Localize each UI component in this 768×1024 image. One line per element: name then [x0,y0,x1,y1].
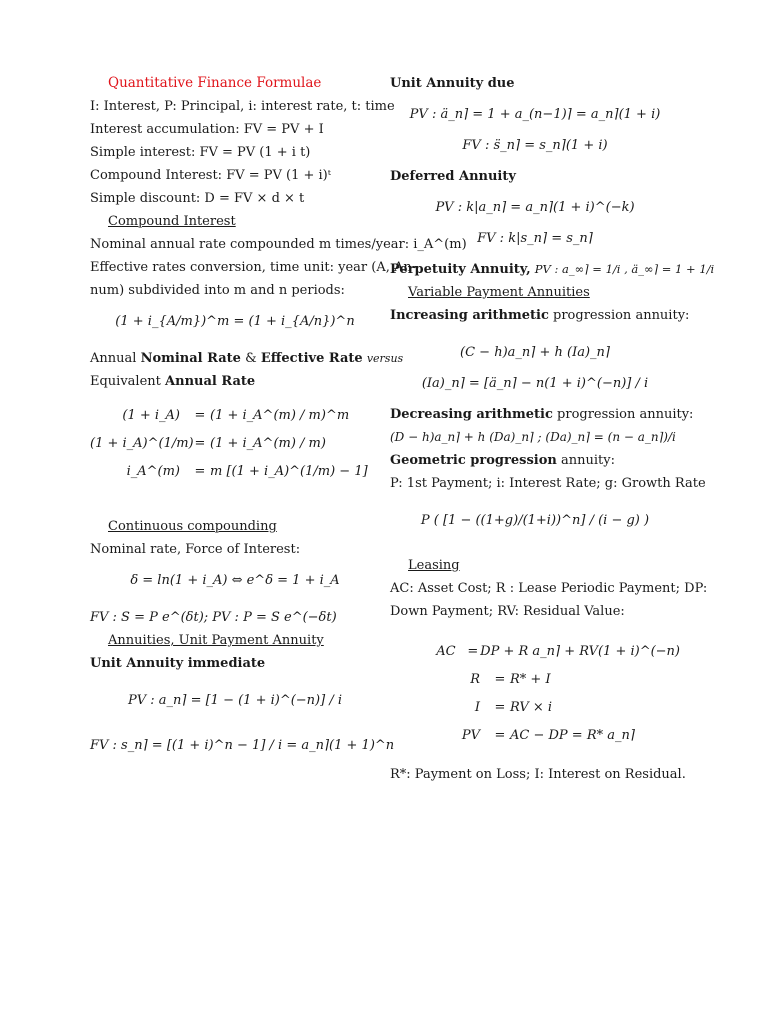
increasing-heading: Increasing arithmetic progression annuity: [390,308,690,323]
right-column [390,72,715,786]
effective-conversion-line-1: Effective rates conversion, time unit: year (A, An- [90,260,417,275]
leasing-definitions-1: AC: Asset Cost; R : Lease Periodic Payment; DP: [390,581,708,596]
nominal-rate-line: Nominal annual rate compounded m times/year: i_A^(m) [90,237,467,252]
rate-equations [90,401,380,485]
versus-label: versus [366,352,404,365]
effective-conversion-line-2: num) subdivided into m and n periods: [90,283,345,298]
fv-due-equation: FV : s̈_n⌉ = s_n⌉(1 + i) [462,138,608,153]
conversion-equation: (1 + i_{A/m})^m = (1 + i_{A/n})^n [115,314,355,329]
simple-interest-line: Simple interest: FV = PV (1 + i t) [90,145,311,160]
annual-rate-label: Annual Rate [165,374,256,389]
nominal-rate-label: Nominal Rate [140,351,241,366]
leasing-equation-row: AC = DP + R a_n⌉ + RV(1 + i)^(−n) [436,643,680,659]
decreasing-equation: (D − h)a_n⌉ + h (Da)_n⌉ ; (Da)_n⌉ = (n − a_n⌉)/i [390,430,676,444]
section-continuous-compounding: Continuous compounding [108,519,277,534]
pv-due-equation: PV : ä_n⌉ = 1 + a_(n−1)⌉ = a_n⌉(1 + i) [409,107,661,122]
rate-equation-row: (1 + i_A)^(1/m) = (1 + i_A^(m) / m) [90,435,326,451]
pv-deferred-equation: PV : k|a_n⌉ = a_n⌉(1 + i)^(−k) [435,200,635,215]
leasing-equation-row: I = RV × i [474,699,553,715]
leasing-footer-note: R*: Payment on Loss; I: Interest on Residual. [390,767,686,782]
rate-equation-row: (1 + i_A) = (1 + i_A^(m) / m)^m [122,407,350,423]
continuous-fv-pv-equation: FV : S = P e^(δt); PV : P = S e^(−δt) [90,610,337,625]
decreasing-heading: Decreasing arithmetic progression annuity: [390,407,694,422]
effective-rate-label: Effective Rate [260,351,363,366]
definitions-line: I: Interest, P: Principal, i: interest rate, t: time [90,99,395,114]
rate-equation-row: i_A^(m) = m [(1 + i_A)^(1/m) − 1] [126,463,368,479]
page-title: Quantitative Finance Formulae [108,75,322,91]
fv-immediate-equation: FV : s_n⌉ = [(1 + i)^n − 1] / i = a_n⌉(1 + 1)^n [90,738,395,753]
simple-discount-line: Simple discount: D = FV × d × t [90,191,305,206]
geometric-heading: Geometric progression annuity: [390,453,615,468]
deferred-annuity-heading: Deferred Annuity [390,169,516,184]
section-annuities: Annuities, Unit Payment Annuity [108,633,324,648]
perpetuity-heading: Perpetuity Annuity, [390,262,531,277]
leasing-equation-row: PV = AC − DP = R* a_n⌉ [461,727,635,743]
geometric-equation: P ( [1 − ((1+g)/(1+i))^n] / (i − g) ) [420,513,650,528]
annual-prefix: Annual [90,351,137,366]
section-compound-interest: Compound Interest [108,214,236,229]
force-of-interest-line: Nominal rate, Force of Interest: [90,542,301,557]
ampersand: & [245,351,257,366]
increasing-equation-2: (Ia)_n⌉ = [ä_n⌉ − n(1 + i)^(−n)] / i [421,376,649,391]
leasing-definitions-2: Down Payment; RV: Residual Value: [390,604,625,619]
leasing-equation-row: R = R* + I [470,671,551,687]
fv-deferred-equation: FV : k|s_n⌉ = s_n⌉ [477,231,593,246]
pv-immediate-equation: PV : a_n⌉ = [1 − (1 + i)^(−n)] / i [127,693,343,708]
leasing-equations [390,637,680,749]
section-leasing: Leasing [408,558,460,573]
geometric-definitions: P: 1st Payment; i: Interest Rate; g: Growth Rate [390,476,706,491]
interest-accumulation-line: Interest accumulation: FV = PV + I [90,122,324,137]
compound-interest-line: Compound Interest: FV = PV (1 + i)ᵗ [90,168,331,183]
section-variable-payment: Variable Payment Annuities [408,285,590,300]
increasing-equation-1: (C − h)a_n⌉ + h (Ia)_n⌉ [460,345,610,360]
perpetuity-equation: PV : a_∞⌉ = 1/i , ä_∞⌉ = 1 + 1/i [534,262,715,276]
force-equation: δ = ln(1 + i_A) ⇔ e^δ = 1 + i_A [130,573,340,588]
unit-annuity-immediate-heading: Unit Annuity immediate [90,656,266,671]
equivalent-label: Equivalent [90,374,161,389]
annual-rate-heading-2 [90,370,380,393]
annual-rate-heading-1 [90,347,404,370]
perpetuity-line [390,258,715,281]
unit-annuity-due-heading: Unit Annuity due [390,76,515,91]
